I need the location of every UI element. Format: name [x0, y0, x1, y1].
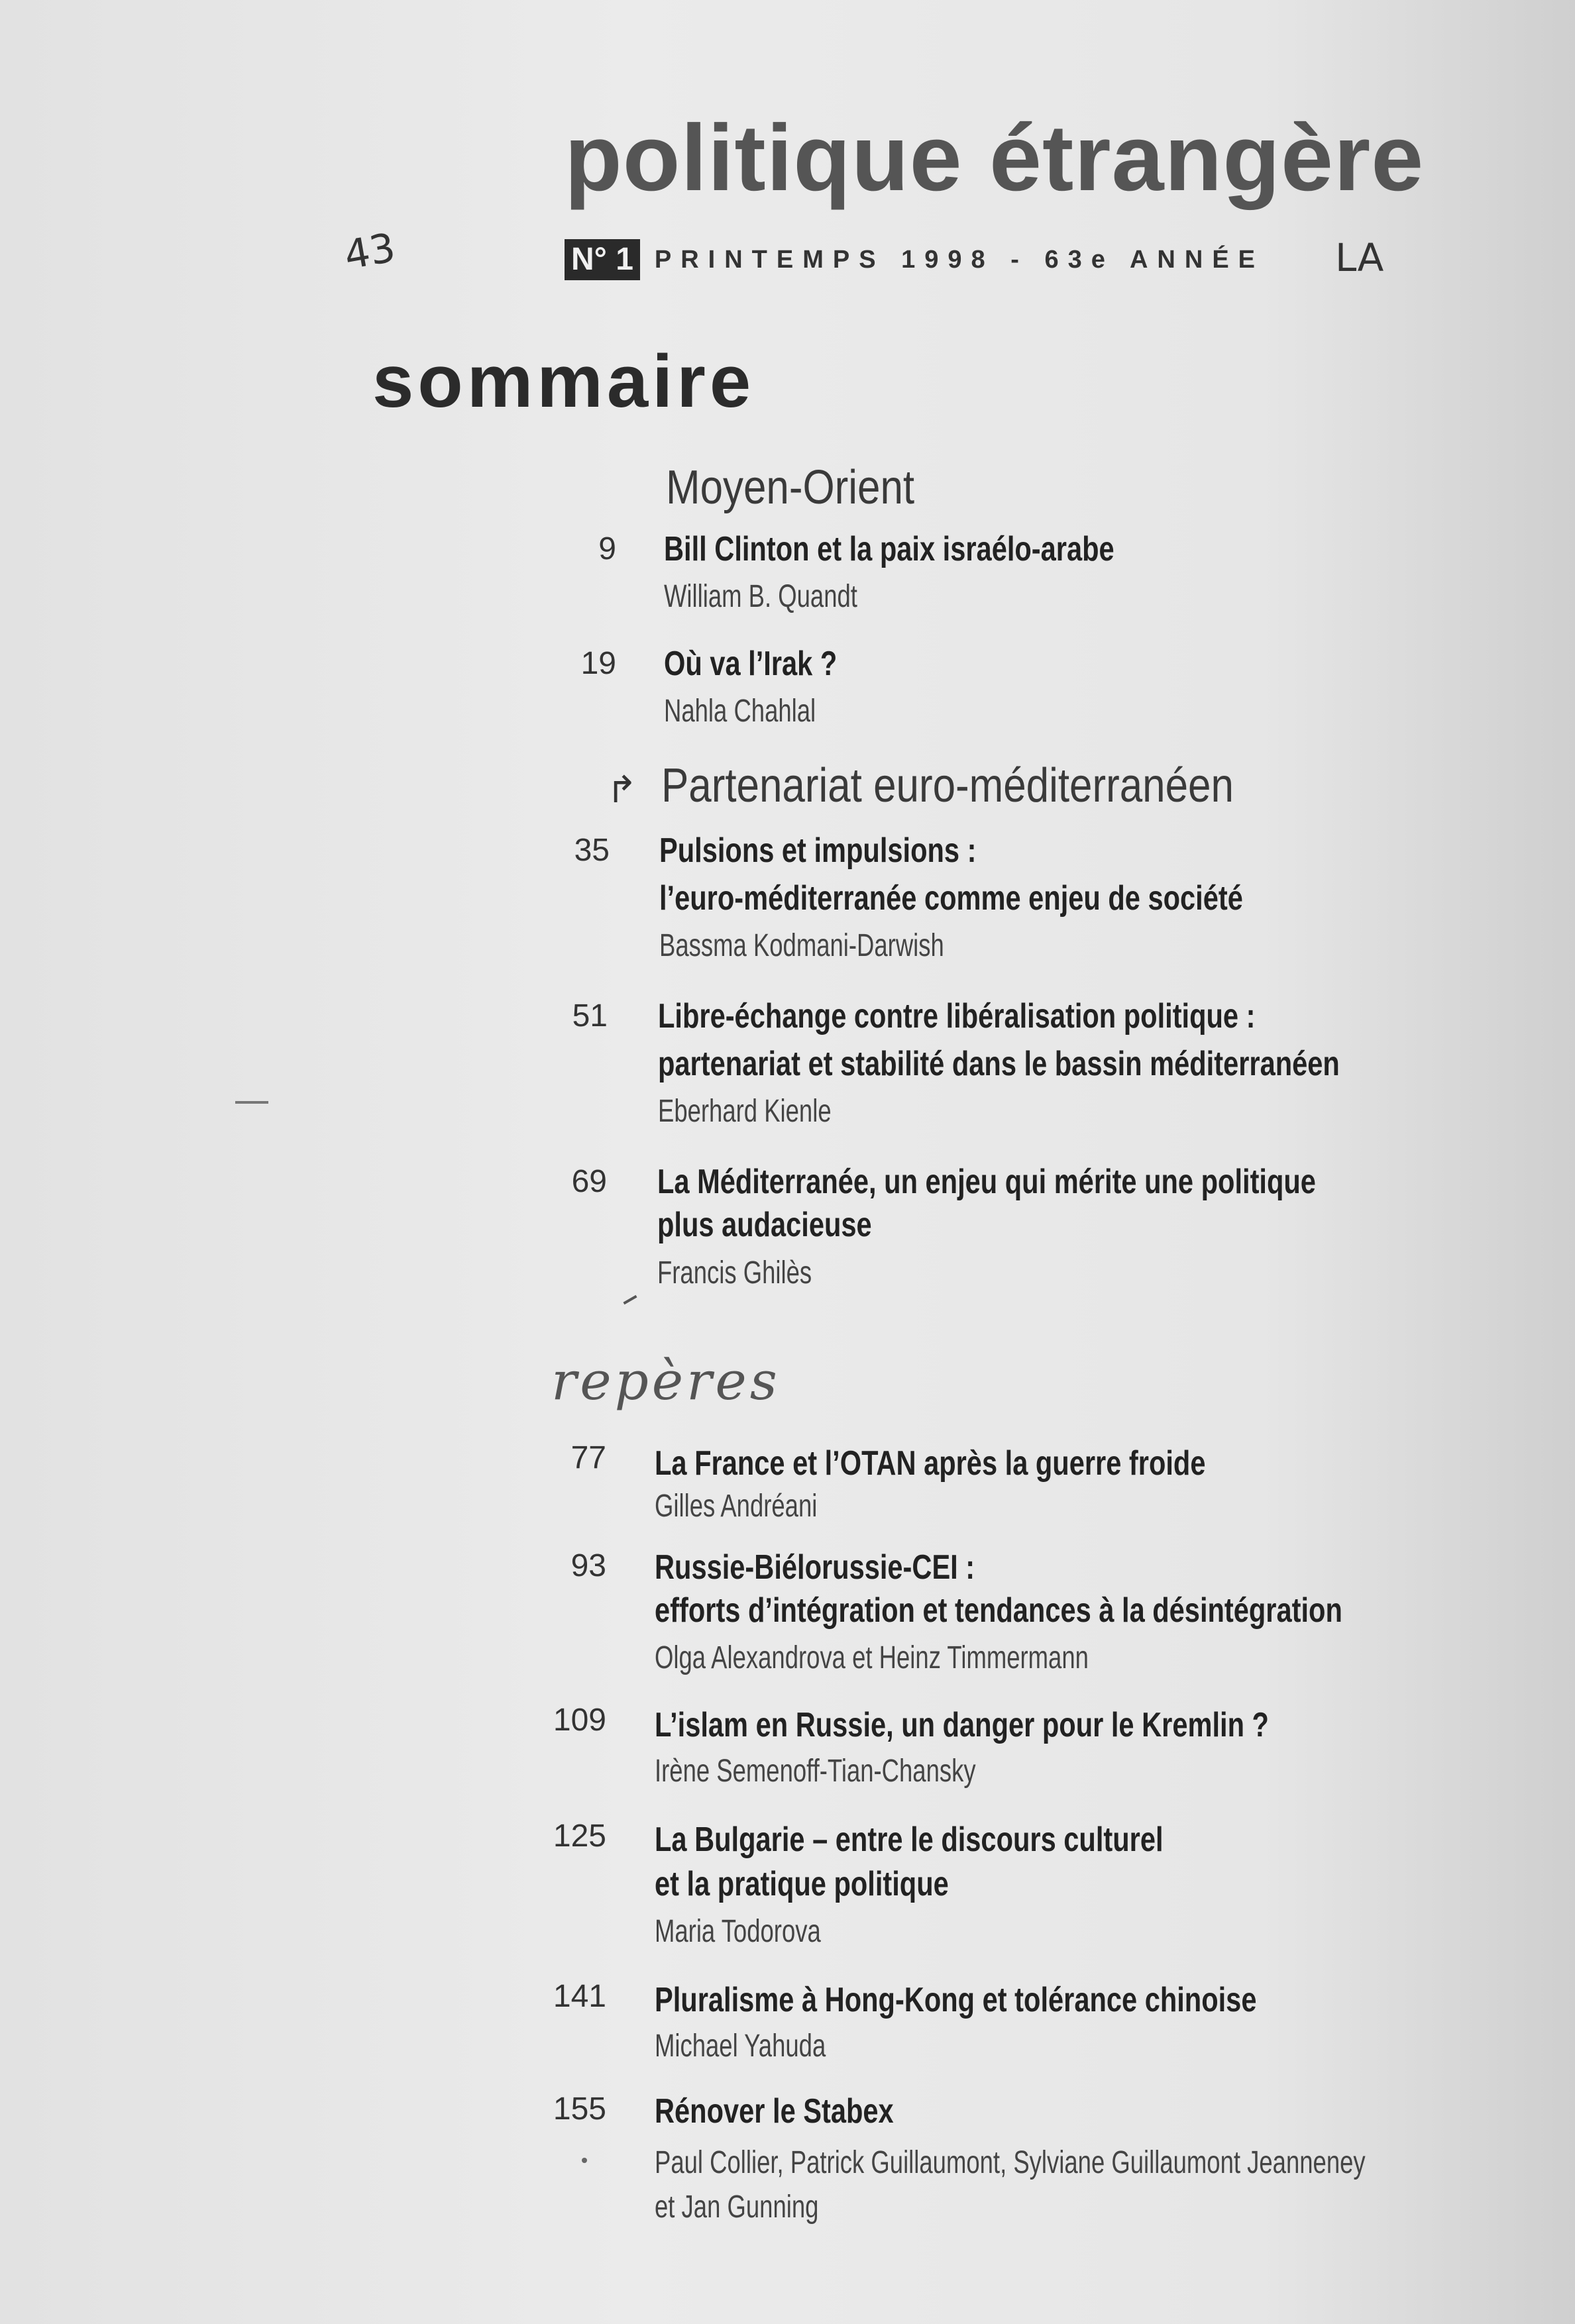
- article-title: Libre-échange contre libéralisation politique :: [658, 997, 1256, 1035]
- article-author: William B. Quandt: [664, 579, 857, 614]
- section-heading-partenariat: Partenariat euro-méditerranéen: [661, 759, 1234, 812]
- handwritten-note-left: 43: [341, 224, 399, 280]
- article-title: L’islam en Russie, un danger pour le Kremlin ?: [655, 1706, 1269, 1744]
- article-author: Olga Alexandrova et Heinz Timmermann: [655, 1640, 1089, 1675]
- article-author: Nahla Chahlal: [664, 694, 816, 729]
- article-title-continued: l’euro-méditerranée comme enjeu de société: [659, 879, 1243, 918]
- issue-line: [565, 238, 1264, 281]
- article-author: Francis Ghilès: [657, 1255, 812, 1291]
- handwritten-arrow-mark: ↱: [606, 768, 637, 812]
- page-number: 93: [570, 1548, 606, 1583]
- pencil-dot: [582, 2158, 587, 2163]
- issue-date-text: PRINTEMPS 1998 - 63e ANNÉE: [654, 245, 1265, 274]
- article-title: Bill Clinton et la paix israélo-arabe: [664, 530, 1114, 568]
- page-number: 35: [574, 833, 610, 868]
- issue-number-badge: N° 1: [565, 239, 640, 280]
- article-title-continued: partenariat et stabilité dans le bassin méditerranéen: [658, 1045, 1340, 1083]
- page-number: 9: [598, 531, 616, 566]
- page-number: 155: [553, 2091, 606, 2127]
- page-number: 77: [570, 1440, 606, 1475]
- article-author: Paul Collier, Patrick Guillaumont, Sylviane Guillaumont Jeanneney: [655, 2145, 1366, 2180]
- article-title-continued: et la pratique politique: [655, 1865, 949, 1903]
- page-number: 109: [553, 1703, 606, 1738]
- article-title: Pluralisme à Hong-Kong et tolérance chinoise: [655, 1981, 1257, 2019]
- summary-heading: sommaire: [372, 340, 755, 423]
- reperes-heading: repères: [551, 1350, 781, 1412]
- page-number: 19: [580, 646, 616, 681]
- article-title-continued: plus audacieuse: [657, 1206, 872, 1244]
- article-author: Eberhard Kienle: [658, 1094, 832, 1129]
- journal-title: politique étrangère: [565, 105, 1425, 211]
- article-title: Rénover le Stabex: [655, 2092, 894, 2131]
- article-title: Pulsions et impulsions :: [659, 831, 977, 870]
- handwritten-note-right: LA: [1335, 235, 1384, 280]
- page-number: 69: [571, 1164, 607, 1199]
- article-author: Bassma Kodmani-Darwish: [659, 928, 944, 963]
- article-title: La Méditerranée, un enjeu qui mérite une politique: [657, 1163, 1316, 1201]
- article-title: Où va l’Irak ?: [664, 645, 838, 683]
- article-title: Russie-Biélorussie-CEI :: [655, 1548, 975, 1587]
- article-author: Irène Semenoff-Tian-Chansky: [655, 1754, 976, 1789]
- article-title-continued: efforts d’intégration et tendances à la désintégration: [655, 1591, 1342, 1630]
- section-heading-moyen-orient: Moyen-Orient: [666, 461, 915, 514]
- pencil-tick: [623, 1295, 637, 1304]
- page-number: 125: [553, 1819, 606, 1854]
- article-author: Michael Yahuda: [655, 2029, 826, 2064]
- article-title: La France et l’OTAN après la guerre froide: [655, 1444, 1206, 1483]
- page-number: 141: [553, 1979, 606, 2014]
- article-author: Gilles Andréani: [655, 1489, 818, 1524]
- article-author: Maria Todorova: [655, 1914, 821, 1949]
- article-author-continued: et Jan Gunning: [655, 2190, 819, 2225]
- article-title: La Bulgarie – entre le discours culturel: [655, 1821, 1164, 1859]
- margin-dash: [235, 1101, 268, 1104]
- page-number: 51: [572, 998, 608, 1033]
